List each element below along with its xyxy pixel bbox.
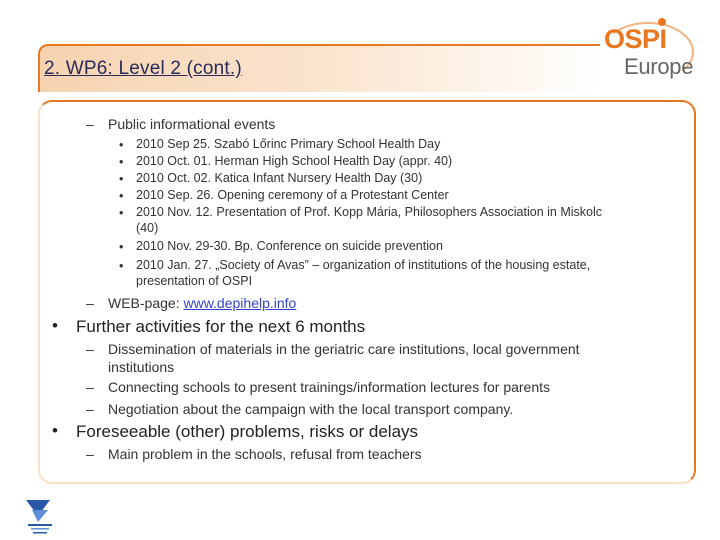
logo-text-ospi: OSPI — [604, 24, 667, 54]
bullet-marker: • — [119, 155, 124, 169]
activity-item-continued: institutions — [108, 359, 175, 375]
event-item: 2010 Nov. 12. Presentation of Prof. Kopp Mária, Philosophers Association in Miskolc — [136, 205, 602, 219]
event-item: 2010 Oct. 01. Herman High School Health Day (appr. 40) — [136, 154, 453, 168]
event-item: 2010 Sep. 26. Opening ceremony of a Protestant Center — [136, 188, 449, 202]
event-item: 2010 Sep 25. Szabó Lőrinc Primary School Health Day — [136, 137, 441, 151]
section3-heading: Foreseeable (other) problems, risks or delays — [76, 422, 419, 441]
event-item-continued: (40) — [136, 221, 159, 235]
logo-text-europe: Europe — [624, 54, 694, 79]
bullet-marker: • — [52, 316, 58, 335]
dash-marker: – — [86, 379, 94, 395]
bullet-marker: • — [52, 421, 58, 440]
eu-seventh-framework-logo — [20, 494, 60, 536]
bullet-marker: • — [119, 189, 124, 203]
slide-title: 2. WP6: Level 2 (cont.) — [44, 58, 242, 79]
dash-marker: – — [86, 116, 94, 132]
web-page-label: WEB-page: — [108, 295, 184, 311]
dash-marker: – — [86, 401, 94, 417]
problem-item: Main problem in the schools, refusal from teachers — [108, 446, 422, 462]
event-item-continued: presentation of OSPI — [136, 274, 253, 288]
ospi-europe-logo — [596, 18, 696, 80]
web-page-line — [108, 295, 296, 311]
activity-item: Connecting schools to present trainings/information lectures for parents — [108, 379, 551, 395]
dash-marker: – — [86, 446, 94, 462]
dash-marker: – — [86, 341, 94, 357]
event-item: 2010 Jan. 27. „Society of Avas” – organization of institutions of the housing estate, — [136, 258, 591, 272]
bullet-marker: • — [119, 138, 124, 152]
section1-heading: Public informational events — [108, 116, 276, 132]
bullet-marker: • — [119, 206, 124, 220]
bullet-marker: • — [119, 172, 124, 186]
bullet-marker: • — [119, 240, 124, 254]
event-item: 2010 Nov. 29-30. Bp. Conference on suicide prevention — [136, 239, 443, 253]
event-item: 2010 Oct. 02. Katica Infant Nursery Health Day (30) — [136, 171, 423, 185]
section2-heading: Further activities for the next 6 months — [76, 317, 366, 336]
activity-item: Negotiation about the campaign with the local transport company. — [108, 401, 514, 417]
web-page-link[interactable]: www.depihelp.info — [183, 295, 297, 311]
dash-marker: – — [86, 295, 94, 311]
activity-item: Dissemination of materials in the geriatric care institutions, local government — [108, 341, 580, 357]
bullet-marker: • — [119, 259, 124, 273]
